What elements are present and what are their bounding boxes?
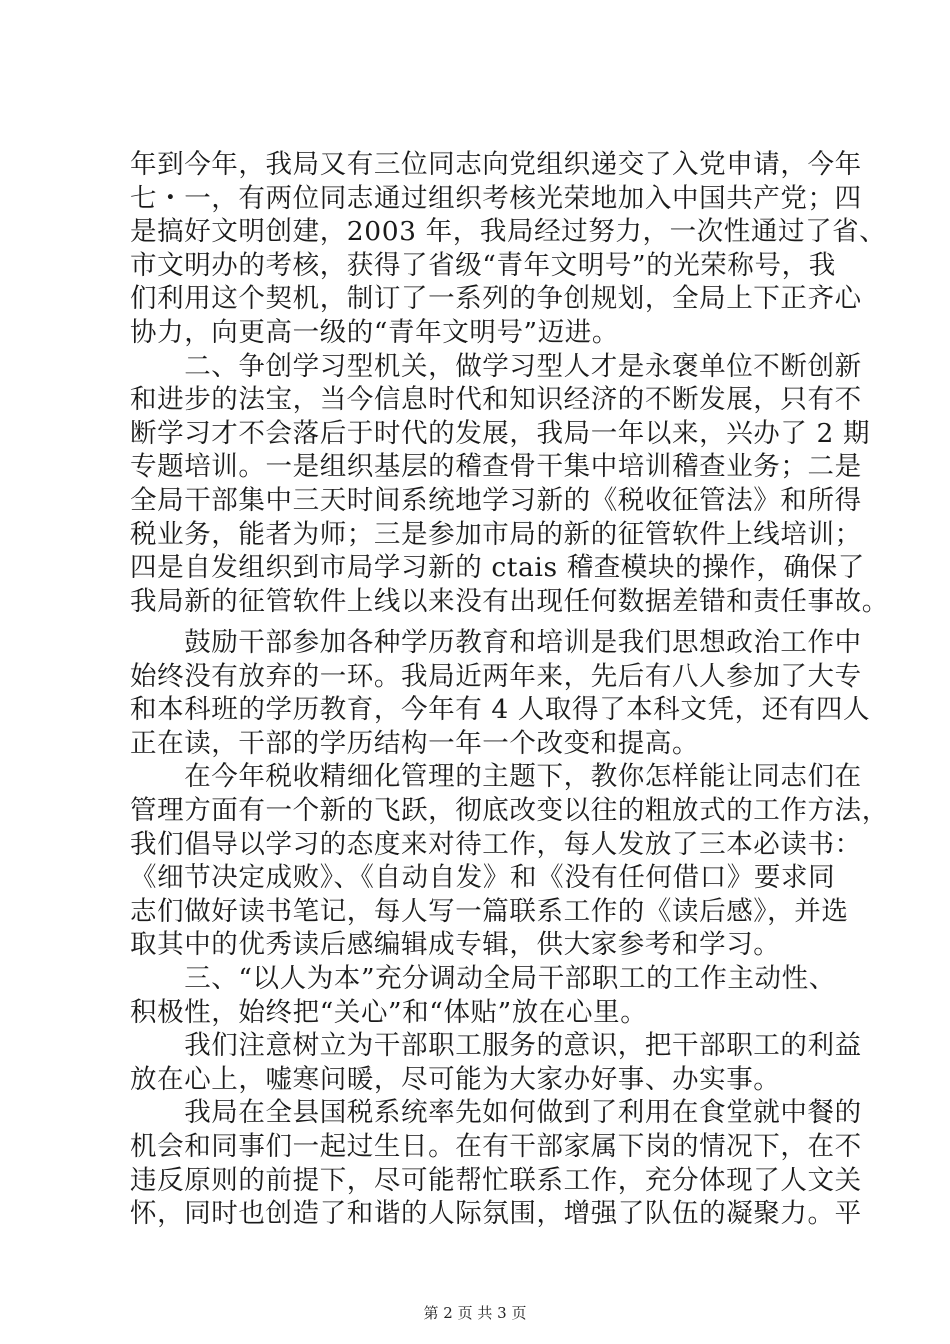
text-line: 始终没有放弃的一环。我局近两年来，先后有八人参加了大专	[130, 660, 862, 692]
page-footer: 第 2 页 共 3 页	[423, 1304, 527, 1322]
text-line: 机会和同事们一起过生日。在有干部家属下岗的情况下，在不	[130, 1130, 862, 1162]
text-line: 市文明办的考核，获得了省级“青年文明号”的光荣称号，我	[130, 249, 836, 281]
text-line: 放在心上，嘘寒问暖，尽可能为大家办好事、办实事。	[130, 1063, 781, 1095]
text-line: 全局干部集中三天时间系统地学习新的《税收征管法》和所得	[130, 484, 862, 516]
body-text-block-2	[130, 626, 889, 1231]
text-line: 四是自发组织到市局学习新的 ctais 稽查模块的操作，确保了	[130, 552, 865, 584]
text-line: 志们做好读书笔记，每人写一篇联系工作的《读后感》，并选	[130, 895, 849, 927]
text-line: 《细节决定成败》、《自动自发》和《没有任何借口》要求同	[130, 862, 836, 894]
text-line: 我局新的征管软件上线以来没有出现任何数据差错和责任事故。	[130, 585, 889, 617]
text-line: 协力，向更高一级的“青年文明号”迈进。	[130, 316, 619, 348]
text-line: 我局在全县国税系统率先如何做到了利用在食堂就中餐的	[130, 1097, 862, 1129]
text-line: 管理方面有一个新的飞跃，彻底改变以往的粗放式的工作方法，	[130, 794, 889, 826]
text-line: 和本科班的学历教育，今年有 4 人取得了本科文凭，还有四人	[130, 694, 871, 726]
text-line: 三、“以人为本”充分调动全局干部职工的工作主动性、	[130, 962, 836, 994]
text-line: 在今年税收精细化管理的主题下，教你怎样能让同志们在	[130, 761, 862, 793]
text-line: 正在读，干部的学历结构一年一个改变和提高。	[130, 727, 700, 759]
text-line: 取其中的优秀读后感编辑成专辑，供大家参考和学习。	[130, 929, 781, 961]
text-line: 年到今年，我局又有三位同志向党组织递交了入党申请，今年	[130, 149, 862, 180]
text-line: 积极性，始终把“关心”和“体贴”放在心里。	[130, 996, 648, 1028]
text-line: 二、争创学习型机关，做学习型人才是永褒单位不断创新	[130, 350, 862, 382]
text-line: 鼓励干部参加各种学历教育和培训是我们思想政治工作中	[130, 627, 862, 658]
text-line: 们利用这个契机，制订了一系列的争创规划，全局上下正齐心	[130, 283, 862, 315]
text-line: 怀，同时也创造了和谐的人际氛围，增强了队伍的凝聚力。平	[130, 1198, 862, 1230]
text-line: 七・一，有两位同志通过组织考核光荣地加入中国共产党；四	[130, 182, 862, 214]
text-line: 专题培训。一是组织基层的稽查骨干集中培训稽查业务；二是	[130, 451, 862, 483]
text-line: 我们倡导以学习的态度来对待工作，每人发放了三本必读书：	[130, 828, 862, 860]
text-line: 税业务，能者为师；三是参加市局的新的征管软件上线培训；	[130, 518, 862, 550]
text-line: 违反原则的前提下，尽可能帮忙联系工作，充分体现了人文关	[130, 1164, 862, 1196]
text-line: 和进步的法宝，当今信息时代和知识经济的不断发展，只有不	[130, 384, 862, 416]
text-line: 是搞好文明创建，2003 年，我局经过努力，一次性通过了省、	[130, 216, 887, 248]
body-text-block-1	[130, 148, 889, 618]
text-line: 断学习才不会落后于时代的发展，我局一年以来，兴办了 2 期	[130, 417, 871, 449]
text-line: 我们注意树立为干部职工服务的意识，把干部职工的利益	[130, 1030, 862, 1062]
